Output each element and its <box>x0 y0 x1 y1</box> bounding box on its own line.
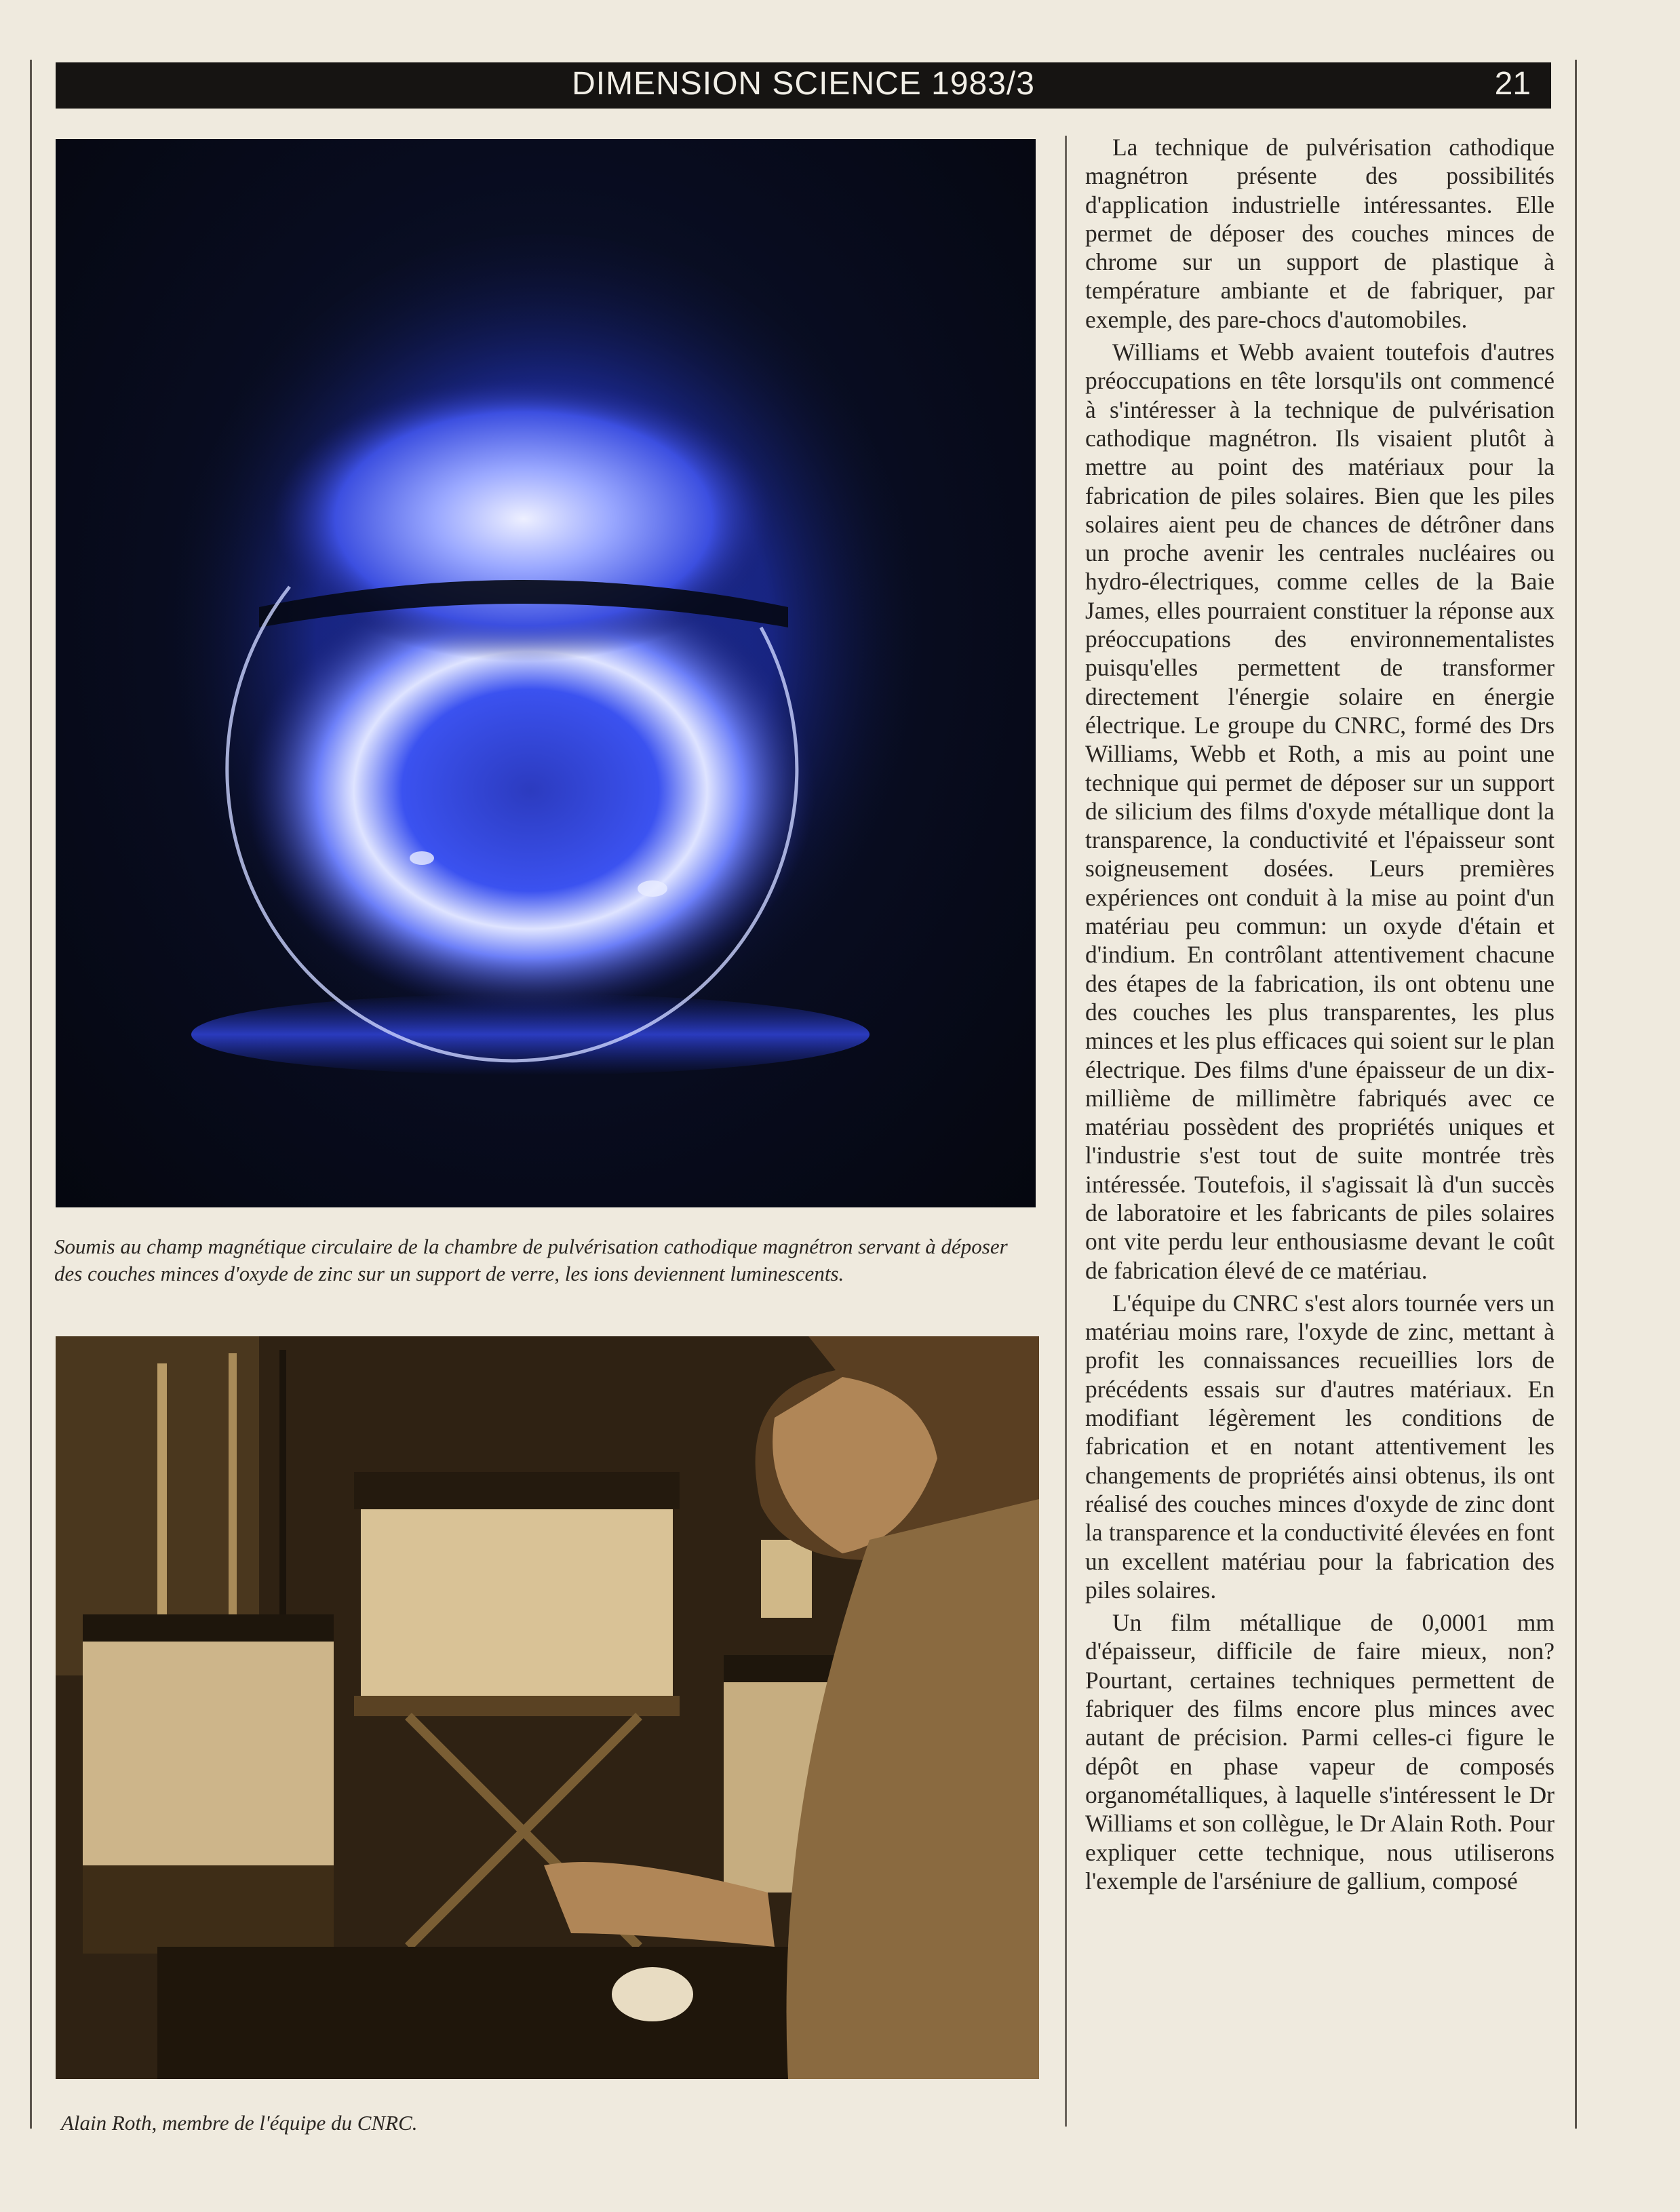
right-margin-rule <box>1575 60 1577 2129</box>
article-paragraph: Un film métallique de 0,0001 mm d'épaisseur, difficile de faire mieux, non? Pourtant, certaines techniques permettent de fabriquer des films encore plus minces avec autant de précision. Parmi celles-ci figure le dépôt en phase vapeur de composés organométalliques, à laquelle s'intéressent le Dr Williams et son collègue, le Dr Alain Roth. Pour expliquer cette technique, nous utiliserons l'exemple de l'arséniure de gallium, composé <box>1085 1609 1555 1895</box>
article-paragraph: La technique de pulvérisation cathodique magnétron présente des possibilités d'application industrielle intéressantes. Elle permet de déposer des couches minces de chrome sur un support de plastique à température ambiante et de fabriquer, par exemple, des pare-chocs d'automobiles. <box>1085 134 1555 333</box>
lab-equipment-photo <box>56 1336 1039 2079</box>
figure-caption-lab: Alain Roth, membre de l'équipe du CNRC. <box>61 2111 418 2135</box>
plasma-ring-photo <box>56 139 1036 1207</box>
figure-caption-plasma: Soumis au champ magnétique circulaire de la chambre de pulvérisation cathodique magnétron servant à déposer des couches minces d'oxyde de zinc sur un support de verre, les ions deviennent luminescents. <box>54 1235 1008 1285</box>
article-paragraph: L'équipe du CNRC s'est alors tournée vers un matériau moins rare, l'oxyde de zinc, mettant à profit les connaissances recueillies lors de précédents essais sur d'autres matériaux. En modifiant légèrement les conditions de fabrication et en notant attentivement les changements de propriétés ainsi obtenus, ils ont réalisé des couches minces d'oxyde de zinc dont la transparence et la conductivité élevées en font un excellent matériau pour la fabrication des piles solaires. <box>1085 1289 1555 1604</box>
article-paragraph: Williams et Webb avaient toutefois d'autres préoccupations en tête lorsqu'ils ont commencé à s'intéresser à la technique de pulvérisation cathodique magnétron. Ils visaient plutôt à mettre au point des matériaux pour la fabrication de piles solaires. Bien que les piles solaires aient peu de chances de détrôner dans un proche avenir les centrales nucléaires ou hydro-électriques, comme celles de la Baie James, elles pourraient constituer la réponse aux préoccupations des environnementalistes puisqu'elles permettent de transformer directement l'énergie solaire en énergie électrique. Le groupe du CNRC, formé des Drs Williams, Webb et Roth, a mis au point une technique qui permet de déposer sur un support de silicium des films d'oxyde métallique dont la transparence, la conductivité et l'épaisseur sont soigneusement dosées. Leurs premières expériences ont conduit à la mise au point d'un matériau peu commun: un oxyde d'étain et d'indium. En contrôlant attentivement chacune des étapes de la fabrication, ils ont obtenu une des couches les plus transparentes, les plus minces et les plus efficaces qui soient sur le plan électrique. Des films d'une épaisseur de un dix-millième de millimètre fabriqués avec ce matériau possèdent des propriétés uniques et l'industrie s'est tout de suite montrée très intéressée. Toutefois, il s'agissait là d'un succès de laboratoire et les fabricants de piles solaires ont vite perdu leur enthousiasme devant le coût de fabrication élevé de ce matériau. <box>1085 338 1555 1284</box>
column-divider-rule <box>1065 136 1067 2127</box>
left-margin-rule <box>30 60 32 2129</box>
publication-title: DIMENSION SCIENCE 1983/3 <box>572 66 1035 102</box>
page-number: 21 <box>1494 66 1531 102</box>
article-body <box>1085 133 1555 1899</box>
running-header <box>56 62 1551 109</box>
